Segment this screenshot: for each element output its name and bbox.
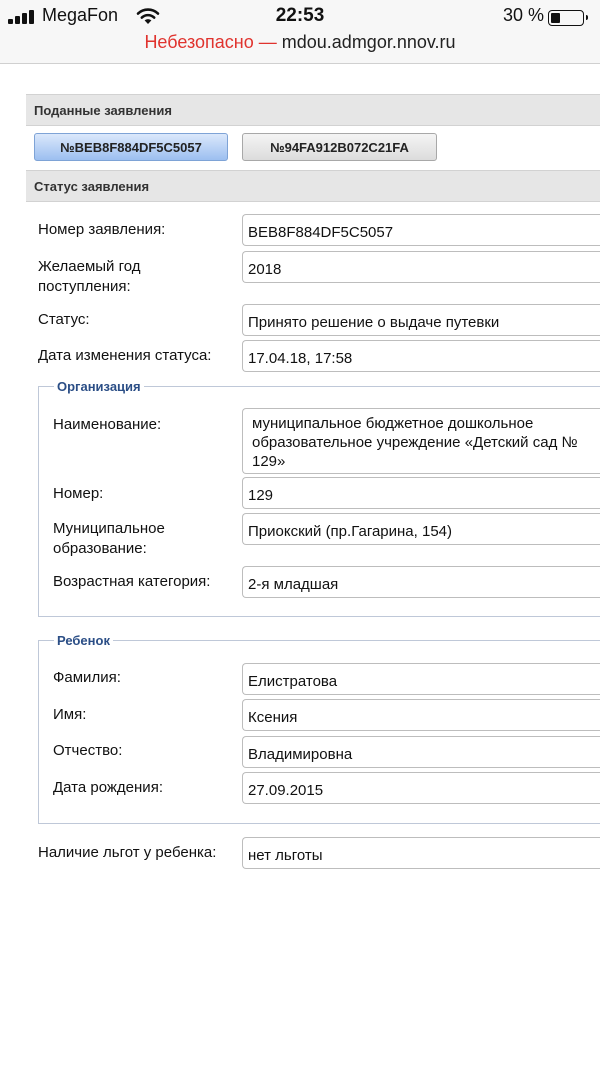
municipality-label: Муниципальное образование: <box>53 520 165 557</box>
surname-value: Елистратова <box>242 663 600 695</box>
child-legend: Ребенок <box>54 633 113 648</box>
organization-name-value: муниципальное бюджетное дошкольное образовательное учреждение «Детский сад № 129» <box>242 408 600 474</box>
status-label: Статус: <box>38 311 90 328</box>
desired-year-value: 2018 <box>242 251 600 283</box>
page-url: mdou.admgor.nnov.ru <box>281 32 456 52</box>
battery-icon <box>548 10 584 26</box>
browser-top-bar <box>0 0 600 64</box>
patronymic-value: Владимировна <box>242 736 600 768</box>
birth-date-value: 27.09.2015 <box>242 772 600 804</box>
tab-application-1[interactable]: №BEB8F884DF5C5057 <box>34 133 228 161</box>
application-number-value: BEB8F884DF5C5057 <box>242 214 600 246</box>
age-category-label: Возрастная категория: <box>53 573 211 590</box>
organization-number-label: Номер: <box>53 485 104 502</box>
patronymic-label: Отчество: <box>53 742 123 759</box>
desired-year-label: Желаемый год поступления: <box>38 258 141 295</box>
address-bar[interactable] <box>0 32 600 53</box>
ios-status-bar <box>0 4 600 30</box>
benefits-label: Наличие льгот у ребенка: <box>38 844 217 861</box>
first-name-value: Ксения <box>242 699 600 731</box>
application-number-label: Номер заявления: <box>38 221 166 238</box>
status-section-header: Статус заявления <box>26 170 600 202</box>
carrier-name: MegaFon <box>42 5 119 25</box>
organization-name-label: Наименование: <box>53 416 162 433</box>
application-tabs <box>26 128 600 168</box>
battery-percent: 30 % <box>502 5 544 25</box>
age-category-value: 2-я младшая <box>242 566 600 598</box>
not-secure-label: Небезопасно — <box>144 32 277 52</box>
applications-header: Поданные заявления <box>26 94 600 126</box>
status-date-value: 17.04.18, 17:58 <box>242 340 600 372</box>
status-date-label: Дата изменения статуса: <box>38 347 212 364</box>
clock-time: 22:53 <box>275 5 325 26</box>
organization-legend: Организация <box>54 379 144 394</box>
surname-label: Фамилия: <box>53 669 121 686</box>
status-value: Принято решение о выдаче путевки <box>242 304 600 336</box>
tab-application-2[interactable]: №94FA912B072C21FA <box>242 133 437 161</box>
birth-date-label: Дата рождения: <box>53 779 163 796</box>
municipality-value: Приокский (пр.Гагарина, 154) <box>242 513 600 545</box>
organization-number-value: 129 <box>242 477 600 509</box>
first-name-label: Имя: <box>53 706 87 723</box>
benefits-value: нет льготы <box>242 837 600 869</box>
